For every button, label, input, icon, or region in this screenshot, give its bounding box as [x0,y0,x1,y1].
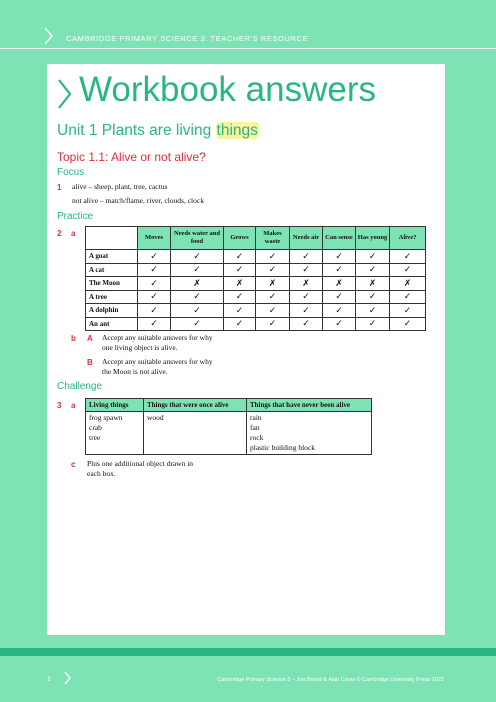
table-cell: ✓ [138,277,171,291]
column-header: Makes waste [256,227,290,250]
table-cell: ✓ [290,317,323,331]
table-cell: ✓ [224,250,256,264]
table-cell: ✓ [356,304,390,318]
part-label: b [71,334,76,343]
unit-heading [57,122,259,140]
table-cell: ✓ [256,250,290,264]
answer-line: Plus one additional object drawn in [87,459,194,468]
table-cell: ✗ [323,277,356,291]
answer-line: the Moon is not alive. [102,367,168,376]
row-label: An ant [86,317,138,331]
table-row [86,317,426,331]
challenge-heading: Challenge [57,381,103,392]
answer-line: Accept any suitable answers for why [102,357,213,366]
table-cell: ✓ [290,304,323,318]
column-header: Can sense [323,227,356,250]
column-header: Things that were once alive [144,399,247,412]
table-cell: ✓ [224,263,256,277]
footer-bar [0,648,496,656]
table-cell: ✓ [356,250,390,264]
table-cell: ✓ [256,290,290,304]
page-content [47,64,445,635]
table-cell: ✓ [256,317,290,331]
table-row [86,290,426,304]
page-number: 1 [47,676,51,683]
list-item: tree [89,433,101,442]
table-cell: ✓ [390,250,426,264]
row-label: A cat [86,263,138,277]
table-row [86,304,426,318]
list-item: rock [250,433,264,442]
question-number: 1 [57,183,62,192]
table-cell: ✓ [171,250,224,264]
footer-credit: Cambridge Primary Science 3 – Jon Board & Alan Cross © Cambridge University Press 2021 [217,677,444,683]
table-cell: ✓ [171,290,224,304]
table-cell: ✓ [224,290,256,304]
table-corner [86,227,138,250]
column-header: Moves [138,227,171,250]
header-rule [0,48,496,49]
question-number: 2 [57,229,62,238]
table-cell: ✓ [323,304,356,318]
topic-heading: Topic 1.1: Alive or not alive? [57,150,206,164]
chevron-right-icon [44,27,54,45]
table-cell: ✓ [138,304,171,318]
unit-heading-text: Unit 1 Plants are living [57,122,216,139]
table-cell [86,412,144,455]
part-label: a [71,229,76,238]
table-cell: ✓ [290,263,323,277]
running-header: CAMBRIDGE PRIMARY SCIENCE 3: TEACHER'S RESOURCE [66,34,309,43]
table-cell: ✗ [356,277,390,291]
table-cell [247,412,372,455]
table-row [86,412,372,455]
list-item: frog spawn [89,413,123,422]
table-cell: ✓ [390,263,426,277]
focus-answer-line: alive – sheep, plant, tree, cactus [72,182,168,191]
table-cell: ✓ [171,304,224,318]
table-cell: ✓ [290,290,323,304]
table-cell: ✗ [390,277,426,291]
table-cell: ✓ [323,250,356,264]
list-item: rain [250,413,262,422]
column-header: Alive? [390,227,426,250]
top-bar [0,0,496,52]
table-cell: ✓ [323,290,356,304]
table-cell: ✓ [390,304,426,318]
list-item: wood [147,413,164,422]
table-cell: ✓ [390,290,426,304]
table-cell: ✓ [138,290,171,304]
table-cell: ✗ [290,277,323,291]
table-cell: ✗ [171,277,224,291]
column-header: Needs air [290,227,323,250]
table-row [86,263,426,277]
answer-line: each box. [87,469,116,478]
row-label: A goat [86,250,138,264]
column-header: Living things [86,399,144,412]
practice-heading: Practice [57,211,94,222]
table-cell: ✓ [256,263,290,277]
highlighted-word: things [216,122,258,139]
table-cell: ✓ [323,263,356,277]
table-header-row [86,399,372,412]
table-header-row [86,227,426,250]
table-cell: ✗ [256,277,290,291]
row-label: A dolphin [86,304,138,318]
part-label: c [71,460,76,469]
list-item: plastic building block [250,443,315,452]
challenge-table [85,398,372,455]
column-header: Things that have never been alive [247,399,372,412]
focus-heading: Focus [57,167,85,178]
table-cell: ✓ [256,304,290,318]
subpart-label: A [87,334,93,343]
table-cell [144,412,247,455]
table-cell: ✓ [138,317,171,331]
table-cell: ✓ [323,317,356,331]
focus-answer-line: not alive – match/flame, river, clouds, clock [72,196,204,205]
list-item: crab [89,423,102,432]
table-cell: ✓ [390,317,426,331]
table-cell: ✓ [138,263,171,277]
answer-line: Accept any suitable answers for why [102,333,213,342]
chevron-right-icon [64,671,72,685]
table-row [86,277,426,291]
question-number: 3 [57,401,62,410]
page-title: Workbook answers [79,70,376,109]
table-cell: ✓ [356,317,390,331]
table-cell: ✓ [290,250,323,264]
table-row [86,250,426,264]
column-header: Needs water and food [171,227,224,250]
table-cell: ✓ [356,290,390,304]
subpart-label: B [87,358,93,367]
answer-line: one living object is alive. [102,343,178,352]
table-cell: ✓ [138,250,171,264]
table-cell: ✓ [224,304,256,318]
column-header: Has young [356,227,390,250]
part-label: a [71,401,76,410]
practice-table [85,226,426,331]
table-cell: ✓ [356,263,390,277]
table-cell: ✓ [171,317,224,331]
column-header: Grows [224,227,256,250]
table-cell: ✗ [224,277,256,291]
row-label: A tree [86,290,138,304]
chevron-right-icon [57,78,73,110]
table-cell: ✓ [224,317,256,331]
list-item: fan [250,423,260,432]
table-cell: ✓ [171,263,224,277]
row-label: The Moon [86,277,138,291]
